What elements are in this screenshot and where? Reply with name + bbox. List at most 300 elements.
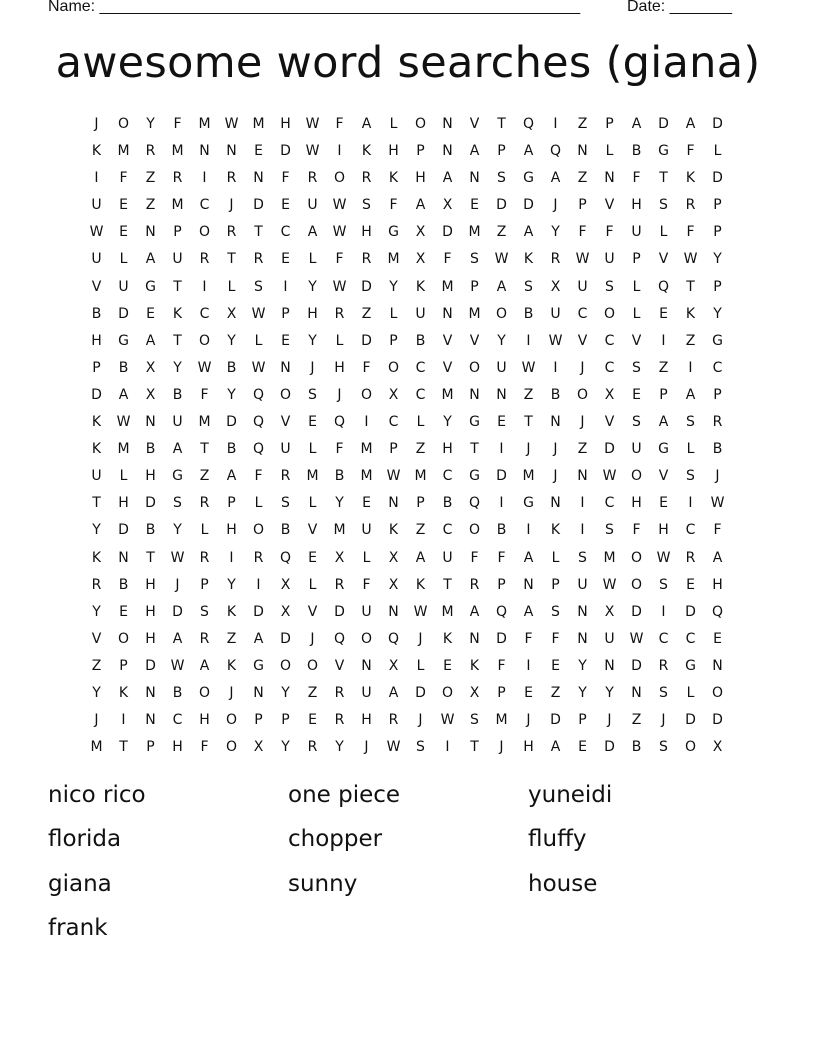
grid-letter: I <box>661 332 666 349</box>
grid-letter: D <box>118 305 129 322</box>
grid-letter: R <box>199 251 210 268</box>
grid-letter: D <box>253 197 264 214</box>
grid-letter: K <box>415 576 426 593</box>
grid-letter: W <box>89 224 104 241</box>
grid-letter: M <box>441 278 454 295</box>
grid-letter: S <box>578 549 587 566</box>
grid-letter: D <box>550 712 561 729</box>
grid-letter: B <box>118 359 129 376</box>
grid-letter: Z <box>496 224 507 241</box>
grid-letter: D <box>658 116 669 132</box>
grid-letter: D <box>172 603 183 620</box>
grid-letter: F <box>173 116 182 132</box>
grid-letter: A <box>523 143 534 160</box>
grid-letter: I <box>94 170 99 187</box>
grid-letter: N <box>226 143 237 160</box>
grid-letter: Y <box>389 278 398 295</box>
grid-letter: O <box>468 522 481 539</box>
grid-letter: O <box>630 549 643 566</box>
grid-letter: F <box>497 549 506 566</box>
grid-letter: E <box>281 197 290 214</box>
grid-letter: I <box>661 603 666 620</box>
grid-letter: F <box>524 630 533 647</box>
grid-letter: B <box>496 522 507 539</box>
grid-letter: N <box>469 630 480 647</box>
grid-letter: X <box>604 386 615 403</box>
grid-row <box>83 330 731 357</box>
grid-letter: S <box>173 495 182 512</box>
grid-letter: C <box>604 359 615 376</box>
grid-letter: L <box>254 495 263 512</box>
grid-letter: N <box>280 359 291 376</box>
grid-letter: D <box>685 603 696 620</box>
grid-row <box>83 682 731 709</box>
grid-letter: D <box>712 170 723 187</box>
grid-letter: H <box>631 197 642 214</box>
grid-letter: R <box>280 468 291 485</box>
grid-letter: T <box>200 441 209 458</box>
grid-letter: N <box>604 170 615 187</box>
grid-letter: Y <box>92 603 101 620</box>
grid-letter: G <box>523 170 534 187</box>
grid-letter: Y <box>551 224 560 241</box>
grid-letter: F <box>119 170 128 187</box>
grid-letter: N <box>145 712 156 729</box>
grid-letter: B <box>145 522 156 539</box>
grid-letter: P <box>470 278 479 295</box>
grid-letter: R <box>550 251 561 268</box>
grid-letter: I <box>688 359 693 376</box>
grid-letter: V <box>280 414 291 431</box>
grid-letter: S <box>308 386 317 403</box>
grid-letter: S <box>416 739 425 756</box>
grid-letter: N <box>145 414 156 431</box>
grid-letter: M <box>414 468 427 485</box>
grid-letter: Z <box>577 116 588 132</box>
grid-letter: L <box>254 332 263 349</box>
grid-letter: M <box>117 441 130 458</box>
grid-letter: C <box>199 305 210 322</box>
grid-letter: T <box>119 739 128 756</box>
grid-letter: H <box>226 522 237 539</box>
grid-letter: N <box>496 386 507 403</box>
grid-letter: Y <box>92 684 101 701</box>
grid-letter: L <box>308 441 317 458</box>
grid-letter: Y <box>227 332 236 349</box>
grid-letter: E <box>551 657 560 674</box>
grid-letter: L <box>389 305 398 322</box>
grid-letter: K <box>685 305 696 322</box>
grid-letter: S <box>281 495 290 512</box>
grid-letter: C <box>685 630 696 647</box>
grid-letter: G <box>253 657 264 674</box>
grid-letter: K <box>226 603 237 620</box>
grid-letter: M <box>117 143 130 160</box>
grid-letter: S <box>524 278 533 295</box>
grid-letter: A <box>631 116 642 132</box>
grid-letter: M <box>90 739 103 756</box>
page-title: awesome word searches (giana) <box>55 38 761 88</box>
grid-letter: Y <box>146 116 155 132</box>
grid-letter: E <box>119 197 128 214</box>
grid-letter: V <box>307 603 318 620</box>
grid-letter: Z <box>658 359 669 376</box>
grid-letter: H <box>442 441 453 458</box>
grid-letter: M <box>198 414 211 431</box>
grid-letter: H <box>145 576 156 593</box>
grid-letter: C <box>658 630 669 647</box>
grid-letter: D <box>280 630 291 647</box>
grid-letter: I <box>229 549 234 566</box>
grid-letter: W <box>386 739 401 756</box>
grid-letter: P <box>713 197 722 214</box>
grid-letter: U <box>442 549 453 566</box>
grid-letter: P <box>659 386 668 403</box>
grid-letter: C <box>604 495 615 512</box>
grid-letter: S <box>254 278 263 295</box>
grid-letter: I <box>337 143 342 160</box>
grid-letter: O <box>225 712 238 729</box>
grid-letter: N <box>550 414 561 431</box>
grid-letter: Y <box>281 739 290 756</box>
grid-letter: O <box>306 657 319 674</box>
grid-letter: H <box>145 630 156 647</box>
grid-letter: P <box>200 576 209 593</box>
grid-letter: C <box>442 468 453 485</box>
grid-letter: R <box>712 414 723 431</box>
grid-letter: B <box>172 386 183 403</box>
grid-letter: O <box>468 359 481 376</box>
grid-letter: N <box>442 143 453 160</box>
grid-letter: U <box>631 441 642 458</box>
grid-letter: R <box>199 495 210 512</box>
grid-letter: T <box>173 332 182 349</box>
grid-letter: A <box>523 603 534 620</box>
grid-letter: Z <box>631 712 642 729</box>
grid-letter: S <box>200 603 209 620</box>
grid-letter: N <box>253 684 264 701</box>
grid-letter: U <box>550 305 561 322</box>
grid-letter: X <box>388 549 399 566</box>
grid-letter: R <box>172 170 183 187</box>
grid-letter: U <box>631 224 642 241</box>
grid-letter: W <box>305 116 320 132</box>
grid-letter: J <box>94 712 99 729</box>
grid-letter: K <box>118 684 129 701</box>
grid-letter: W <box>548 332 563 349</box>
grid-letter: S <box>470 251 479 268</box>
grid-letter: Z <box>415 522 426 539</box>
grid-row <box>83 736 731 763</box>
grid-letter: D <box>712 712 723 729</box>
grid-letter: A <box>415 549 426 566</box>
grid-letter: O <box>360 630 373 647</box>
grid-letter: A <box>253 630 264 647</box>
grid-letter: N <box>469 386 480 403</box>
grid-letter: Z <box>145 170 156 187</box>
grid-letter: Y <box>578 657 587 674</box>
grid-letter: O <box>198 224 211 241</box>
grid-letter: G <box>469 468 480 485</box>
grid-letter: W <box>440 712 455 729</box>
grid-letter: H <box>361 712 372 729</box>
grid-letter: T <box>524 414 533 431</box>
grid-letter: W <box>602 576 617 593</box>
grid-letter: Z <box>550 684 561 701</box>
grid-letter: E <box>308 414 317 431</box>
grid-letter: J <box>337 386 342 403</box>
grid-letter: N <box>712 657 723 674</box>
grid-letter: L <box>686 441 695 458</box>
grid-letter: O <box>360 386 373 403</box>
grid-letter: M <box>171 143 184 160</box>
grid-letter: L <box>551 549 560 566</box>
grid-letter: Q <box>387 630 400 647</box>
grid-letter: I <box>688 495 693 512</box>
grid-letter: Q <box>333 414 346 431</box>
grid-letter: X <box>550 278 561 295</box>
grid-letter: L <box>686 684 695 701</box>
grid-letter: I <box>202 278 207 295</box>
grid-letter: R <box>226 224 237 241</box>
grid-letter: U <box>307 197 318 214</box>
grid-letter: E <box>308 712 317 729</box>
grid-letter: K <box>415 278 426 295</box>
grid-letter: U <box>91 251 102 268</box>
grid-letter: Z <box>307 684 318 701</box>
grid-letter: G <box>712 332 723 349</box>
grid-letter: L <box>416 657 425 674</box>
grid-letter: D <box>280 143 291 160</box>
grid-row <box>83 655 731 682</box>
grid-letter: F <box>281 170 290 187</box>
grid-letter: L <box>659 224 668 241</box>
grid-row <box>83 113 731 140</box>
grid-letter: R <box>226 170 237 187</box>
grid-letter: X <box>253 739 264 756</box>
grid-letter: I <box>580 495 585 512</box>
grid-letter: D <box>442 224 453 241</box>
grid-letter: E <box>659 495 668 512</box>
grid-letter: P <box>227 495 236 512</box>
grid-letter: L <box>119 468 128 485</box>
grid-letter: I <box>202 170 207 187</box>
grid-letter: V <box>307 522 318 539</box>
grid-row <box>83 357 731 384</box>
grid-letter: U <box>172 414 183 431</box>
grid-letter: R <box>199 630 210 647</box>
grid-letter: K <box>91 549 102 566</box>
grid-letter: N <box>577 630 588 647</box>
grid-letter: L <box>308 495 317 512</box>
grid-letter: H <box>91 332 102 349</box>
grid-letter: O <box>198 332 211 349</box>
grid-letter: B <box>91 305 102 322</box>
grid-letter: M <box>360 441 373 458</box>
grid-letter: N <box>361 657 372 674</box>
grid-letter: B <box>550 386 561 403</box>
grid-letter: W <box>656 549 671 566</box>
grid-letter: S <box>659 684 668 701</box>
grid-letter: T <box>470 739 479 756</box>
grid-letter: F <box>335 116 344 132</box>
grid-letter: A <box>388 684 399 701</box>
grid-letter: L <box>119 251 128 268</box>
word-list-item: chopper <box>288 826 383 852</box>
grid-letter: M <box>495 712 508 729</box>
grid-letter: S <box>551 603 560 620</box>
grid-letter: E <box>119 224 128 241</box>
grid-letter: B <box>334 468 345 485</box>
grid-letter: P <box>497 684 506 701</box>
grid-letter: R <box>361 170 372 187</box>
grid-letter: E <box>659 305 668 322</box>
grid-letter: N <box>523 576 534 593</box>
grid-letter: G <box>658 441 669 458</box>
grid-letter: V <box>469 332 480 349</box>
grid-letter: Y <box>227 386 236 403</box>
grid-letter: U <box>361 603 372 620</box>
grid-letter: O <box>198 684 211 701</box>
grid-letter: T <box>497 116 506 132</box>
grid-letter: X <box>388 386 399 403</box>
grid-letter: B <box>712 441 723 458</box>
grid-letter: C <box>604 332 615 349</box>
grid-letter: A <box>658 414 669 431</box>
grid-letter: D <box>496 468 507 485</box>
grid-letter: P <box>605 116 614 132</box>
grid-letter: N <box>388 603 399 620</box>
grid-letter: J <box>580 414 585 431</box>
grid-letter: N <box>118 549 129 566</box>
grid-letter: L <box>713 143 722 160</box>
grid-letter: N <box>469 170 480 187</box>
grid-letter: J <box>580 359 585 376</box>
grid-letter: Z <box>361 305 372 322</box>
grid-letter: H <box>145 603 156 620</box>
word-list-item: frank <box>48 915 108 941</box>
grid-letter: Q <box>279 549 292 566</box>
grid-letter: X <box>388 657 399 674</box>
grid-letter: O <box>279 386 292 403</box>
grid-letter: X <box>415 251 426 268</box>
grid-letter: V <box>91 278 102 295</box>
grid-letter: K <box>685 170 696 187</box>
grid-letter: W <box>386 468 401 485</box>
grid-row <box>83 601 731 628</box>
grid-letter: M <box>306 468 319 485</box>
grid-letter: D <box>604 441 615 458</box>
grid-letter: N <box>442 305 453 322</box>
grid-letter: N <box>550 495 561 512</box>
grid-letter: C <box>199 197 210 214</box>
grid-letter: C <box>415 386 426 403</box>
grid-letter: H <box>388 143 399 160</box>
grid-letter: T <box>443 576 452 593</box>
grid-letter: O <box>225 739 238 756</box>
grid-letter: U <box>118 278 129 295</box>
grid-letter: F <box>713 522 722 539</box>
grid-letter: Q <box>711 603 724 620</box>
grid-letter: V <box>658 251 669 268</box>
grid-letter: F <box>470 549 479 566</box>
grid-letter: W <box>170 549 185 566</box>
grid-letter: A <box>415 197 426 214</box>
grid-letter: T <box>470 441 479 458</box>
grid-letter: F <box>578 224 587 241</box>
grid-letter: H <box>361 224 372 241</box>
grid-letter: G <box>685 657 696 674</box>
grid-row <box>83 384 731 411</box>
grid-letter: D <box>631 657 642 674</box>
grid-letter: W <box>305 143 320 160</box>
grid-letter: U <box>496 359 507 376</box>
grid-letter: X <box>712 739 723 756</box>
grid-letter: A <box>496 278 507 295</box>
grid-letter: N <box>577 603 588 620</box>
grid-letter: H <box>118 495 129 512</box>
grid-letter: Y <box>335 495 344 512</box>
grid-letter: R <box>685 197 696 214</box>
grid-letter: B <box>280 522 291 539</box>
grid-letter: Y <box>578 684 587 701</box>
grid-letter: M <box>468 224 481 241</box>
grid-letter: J <box>553 441 558 458</box>
grid-letter: V <box>604 197 615 214</box>
grid-letter: A <box>550 170 561 187</box>
grid-letter: H <box>415 170 426 187</box>
grid-letter: W <box>629 630 644 647</box>
word-list-item: house <box>528 871 598 897</box>
grid-letter: P <box>497 576 506 593</box>
grid-letter: H <box>712 576 723 593</box>
grid-letter: K <box>172 305 183 322</box>
grid-letter: J <box>310 359 315 376</box>
grid-letter: K <box>91 441 102 458</box>
grid-letter: W <box>170 657 185 674</box>
grid-letter: H <box>334 359 345 376</box>
grid-letter: M <box>441 386 454 403</box>
grid-letter: R <box>334 712 345 729</box>
grid-letter: R <box>145 143 156 160</box>
grid-letter: Y <box>308 278 317 295</box>
grid-letter: B <box>118 576 129 593</box>
grid-letter: I <box>499 441 504 458</box>
grid-letter: F <box>362 359 371 376</box>
grid-letter: T <box>254 224 263 241</box>
grid-letter: A <box>307 224 318 241</box>
grid-letter: H <box>631 495 642 512</box>
grid-letter: X <box>280 603 291 620</box>
grid-letter: B <box>226 359 237 376</box>
grid-letter: L <box>632 305 641 322</box>
grid-letter: E <box>281 251 290 268</box>
grid-letter: A <box>361 116 372 132</box>
grid-letter: E <box>686 576 695 593</box>
word-search-grid <box>83 113 731 763</box>
grid-letter: P <box>119 657 128 674</box>
grid-letter: Z <box>226 630 237 647</box>
grid-letter: X <box>415 224 426 241</box>
grid-letter: G <box>172 468 183 485</box>
grid-letter: F <box>389 197 398 214</box>
grid-letter: Y <box>173 522 182 539</box>
grid-letter: X <box>388 576 399 593</box>
word-list-item: sunny <box>288 871 358 897</box>
grid-letter: Q <box>252 441 265 458</box>
grid-letter: L <box>389 116 398 132</box>
grid-letter: J <box>553 197 558 214</box>
